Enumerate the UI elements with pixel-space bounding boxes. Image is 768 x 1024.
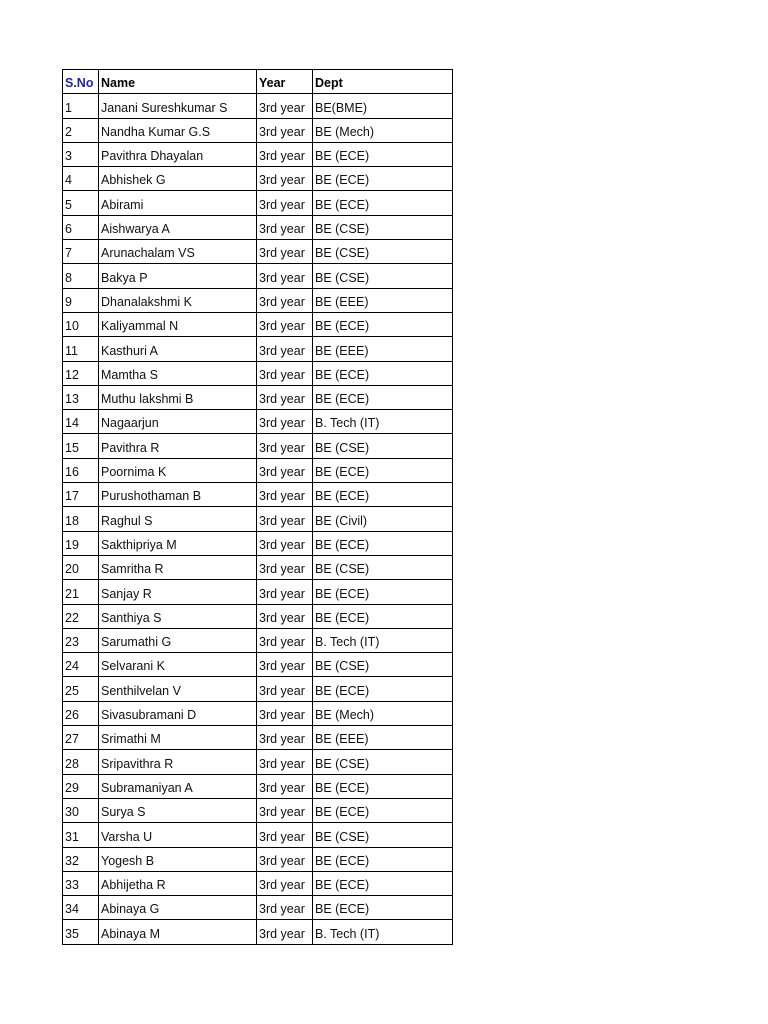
cell-sno: 7 [63,240,99,264]
table-row [63,361,453,385]
cell-dept: BE (ECE) [313,798,453,822]
cell-name: Subramaniyan A [99,774,257,798]
cell-dept: B. Tech (IT) [313,628,453,652]
cell-dept: BE (ECE) [313,604,453,628]
cell-year: 3rd year [257,847,313,871]
cell-sno: 29 [63,774,99,798]
table-row [63,385,453,409]
cell-dept: BE (CSE) [313,264,453,288]
cell-name: Samritha R [99,555,257,579]
cell-name: Aishwarya A [99,215,257,239]
cell-name: Dhanalakshmi K [99,288,257,312]
table-row [63,726,453,750]
header-year: Year [257,70,313,94]
cell-year: 3rd year [257,871,313,895]
cell-name: Sivasubramani D [99,701,257,725]
cell-sno: 30 [63,798,99,822]
cell-name: Varsha U [99,823,257,847]
cell-name: Srimathi M [99,726,257,750]
cell-year: 3rd year [257,774,313,798]
table-row [63,604,453,628]
cell-sno: 9 [63,288,99,312]
cell-name: Nagaarjun [99,410,257,434]
cell-sno: 25 [63,677,99,701]
cell-name: Abirami [99,191,257,215]
cell-dept: BE (ECE) [313,167,453,191]
cell-name: Senthilvelan V [99,677,257,701]
cell-name: Raghul S [99,507,257,531]
cell-year: 3rd year [257,458,313,482]
table-row [63,798,453,822]
table-row [63,458,453,482]
table-row [63,555,453,579]
cell-dept: BE (ECE) [313,312,453,336]
table-row [63,434,453,458]
cell-sno: 15 [63,434,99,458]
cell-dept: BE (ECE) [313,896,453,920]
cell-name: Abhijetha R [99,871,257,895]
cell-sno: 14 [63,410,99,434]
cell-year: 3rd year [257,434,313,458]
table-row [63,118,453,142]
cell-year: 3rd year [257,215,313,239]
table-row [63,167,453,191]
cell-dept: BE (CSE) [313,653,453,677]
table-row [63,871,453,895]
cell-sno: 24 [63,653,99,677]
cell-name: Sanjay R [99,580,257,604]
cell-sno: 4 [63,167,99,191]
cell-dept: BE (EEE) [313,726,453,750]
cell-name: Pavithra Dhayalan [99,142,257,166]
cell-sno: 31 [63,823,99,847]
table-row [63,628,453,652]
cell-dept: BE(BME) [313,94,453,118]
cell-sno: 19 [63,531,99,555]
table-row [63,264,453,288]
cell-year: 3rd year [257,191,313,215]
cell-year: 3rd year [257,507,313,531]
table-row [63,483,453,507]
cell-year: 3rd year [257,653,313,677]
student-table [62,69,453,945]
cell-dept: B. Tech (IT) [313,410,453,434]
cell-year: 3rd year [257,483,313,507]
cell-year: 3rd year [257,142,313,166]
table-row [63,896,453,920]
cell-sno: 28 [63,750,99,774]
cell-year: 3rd year [257,920,313,944]
cell-sno: 2 [63,118,99,142]
cell-name: Kaliyammal N [99,312,257,336]
cell-name: Poornima K [99,458,257,482]
header-sno: S.No [63,70,99,94]
table-row [63,288,453,312]
cell-year: 3rd year [257,580,313,604]
table-row [63,774,453,798]
table-row [63,215,453,239]
cell-dept: BE (ECE) [313,871,453,895]
cell-dept: BE (Mech) [313,118,453,142]
cell-name: Sripavithra R [99,750,257,774]
cell-name: Surya S [99,798,257,822]
student-list-sheet [62,69,452,945]
cell-name: Pavithra R [99,434,257,458]
cell-year: 3rd year [257,701,313,725]
cell-year: 3rd year [257,750,313,774]
cell-name: Sakthipriya M [99,531,257,555]
table-row [63,94,453,118]
cell-name: Sarumathi G [99,628,257,652]
cell-dept: BE (EEE) [313,288,453,312]
cell-year: 3rd year [257,385,313,409]
cell-dept: BE (CSE) [313,823,453,847]
cell-sno: 27 [63,726,99,750]
cell-sno: 5 [63,191,99,215]
cell-name: Yogesh B [99,847,257,871]
cell-sno: 17 [63,483,99,507]
cell-year: 3rd year [257,337,313,361]
cell-year: 3rd year [257,823,313,847]
cell-dept: BE (ECE) [313,361,453,385]
table-row [63,191,453,215]
cell-sno: 35 [63,920,99,944]
cell-sno: 20 [63,555,99,579]
cell-year: 3rd year [257,94,313,118]
table-row [63,142,453,166]
cell-dept: BE (EEE) [313,337,453,361]
cell-year: 3rd year [257,118,313,142]
table-row [63,701,453,725]
cell-year: 3rd year [257,531,313,555]
cell-dept: BE (CSE) [313,555,453,579]
cell-sno: 13 [63,385,99,409]
cell-sno: 34 [63,896,99,920]
cell-year: 3rd year [257,798,313,822]
table-row [63,337,453,361]
header-row [63,70,453,94]
cell-name: Mamtha S [99,361,257,385]
cell-name: Santhiya S [99,604,257,628]
cell-dept: BE (CSE) [313,750,453,774]
table-row [63,580,453,604]
cell-dept: BE (ECE) [313,580,453,604]
cell-name: Janani Sureshkumar S [99,94,257,118]
cell-name: Nandha Kumar G.S [99,118,257,142]
table-body [63,94,453,944]
cell-dept: BE (CSE) [313,240,453,264]
cell-sno: 6 [63,215,99,239]
table-header [63,70,453,94]
cell-dept: BE (ECE) [313,191,453,215]
cell-name: Abinaya M [99,920,257,944]
header-dept: Dept [313,70,453,94]
cell-dept: BE (ECE) [313,677,453,701]
cell-sno: 11 [63,337,99,361]
cell-sno: 10 [63,312,99,336]
table-row [63,677,453,701]
cell-sno: 8 [63,264,99,288]
table-row [63,823,453,847]
cell-sno: 12 [63,361,99,385]
cell-year: 3rd year [257,555,313,579]
cell-sno: 18 [63,507,99,531]
cell-year: 3rd year [257,264,313,288]
cell-dept: BE (Mech) [313,701,453,725]
cell-name: Muthu lakshmi B [99,385,257,409]
cell-year: 3rd year [257,677,313,701]
cell-sno: 22 [63,604,99,628]
cell-dept: BE (ECE) [313,483,453,507]
cell-year: 3rd year [257,240,313,264]
cell-dept: B. Tech (IT) [313,920,453,944]
cell-dept: BE (CSE) [313,215,453,239]
table-row [63,410,453,434]
cell-sno: 26 [63,701,99,725]
table-row [63,240,453,264]
table-row [63,750,453,774]
table-row [63,507,453,531]
cell-year: 3rd year [257,312,313,336]
cell-dept: BE (CSE) [313,434,453,458]
cell-name: Abhishek G [99,167,257,191]
table-row [63,920,453,944]
cell-sno: 33 [63,871,99,895]
cell-dept: BE (ECE) [313,847,453,871]
cell-year: 3rd year [257,361,313,385]
cell-year: 3rd year [257,167,313,191]
cell-name: Bakya P [99,264,257,288]
cell-dept: BE (ECE) [313,774,453,798]
cell-sno: 16 [63,458,99,482]
cell-sno: 21 [63,580,99,604]
table-row [63,531,453,555]
cell-sno: 32 [63,847,99,871]
cell-sno: 1 [63,94,99,118]
cell-sno: 3 [63,142,99,166]
table-row [63,312,453,336]
header-name: Name [99,70,257,94]
cell-name: Arunachalam VS [99,240,257,264]
cell-name: Kasthuri A [99,337,257,361]
cell-name: Purushothaman B [99,483,257,507]
cell-dept: BE (ECE) [313,142,453,166]
cell-dept: BE (ECE) [313,458,453,482]
cell-name: Abinaya G [99,896,257,920]
cell-year: 3rd year [257,726,313,750]
cell-year: 3rd year [257,288,313,312]
cell-year: 3rd year [257,604,313,628]
cell-name: Selvarani K [99,653,257,677]
cell-year: 3rd year [257,410,313,434]
cell-dept: BE (Civil) [313,507,453,531]
cell-year: 3rd year [257,896,313,920]
cell-sno: 23 [63,628,99,652]
cell-dept: BE (ECE) [313,385,453,409]
cell-dept: BE (ECE) [313,531,453,555]
cell-year: 3rd year [257,628,313,652]
table-row [63,847,453,871]
table-row [63,653,453,677]
